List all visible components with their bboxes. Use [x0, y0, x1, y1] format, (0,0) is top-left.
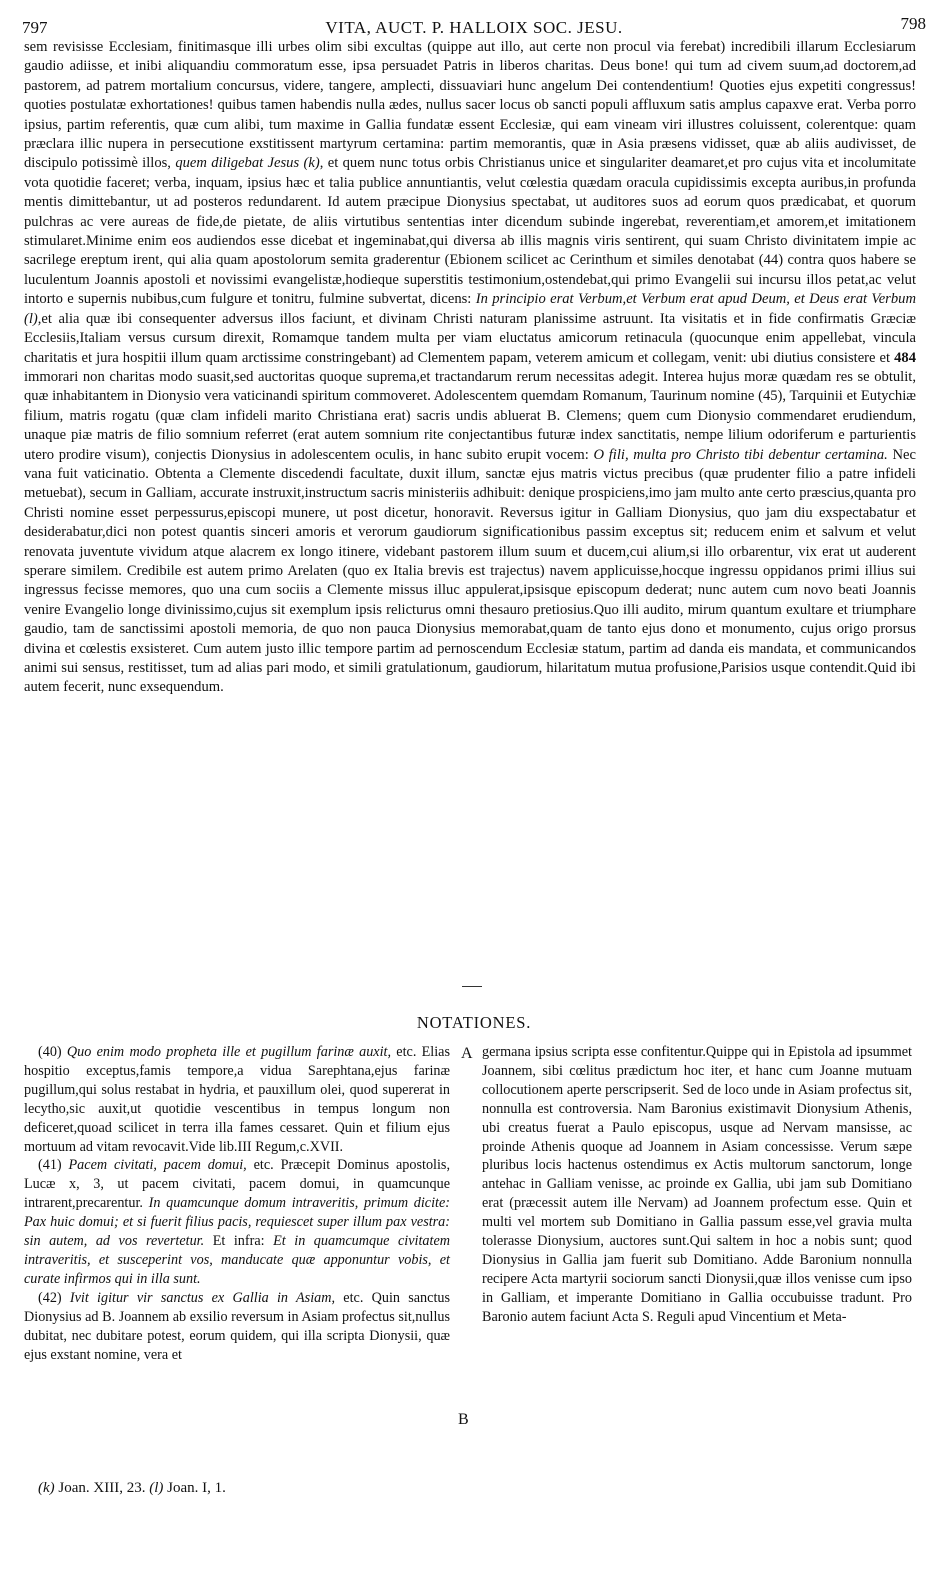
note-lemma: Quo enim modo propheta ille et pugillum farinæ auxit, [66, 1044, 392, 1060]
notes-heading: NOTATIONES. [416, 1013, 532, 1032]
footnotes [38, 1480, 226, 1497]
note-quote: Et in quamcumque civitatem intraveritis, et susceperint vos, manducate quæ apponuntur vobis, et curate infirmos qui in illa sunt. [24, 1233, 450, 1287]
page-number-right: 798 [900, 14, 926, 33]
note-42-continued: germana ipsius scripta esse confitentur.Quippe qui in Epistola ad ipsummet Joannem, sibi cœlitus prædictum hoc iter, et hanc cum Joanne mutuam collocutionem aperte perscripserit. Sed de loco unde in Asiam profectus sit, nonnulla est controversia. Nam Baronius existimavit Dionysium Athenis, ubi creatus fuerat a Paulo episcopus, usque ad Nervam mansisse, ac proinde Athenis quoque ad Joannem in Asiam concessisse. Verum sæpe pluribus locis hactenus ostendimus ex Actis multorum sanctorum, longe antehac in Galliam venisse, ac proinde ex Gallia, ubi jam sub Domitiano erat (præcessit autem ille Nervam) ad Joannem profectum esse. Quin et multi vel mortem sub Domitiano in Gallia passum esse,vel gravia multa tolerasse Dionysium, auctores sunt.Qui saltem in hoc a nobis sunt; quod Dionysius in Gallia jam fuerit sub Domitiano. Adde Baronium nonnulla recipere Acta martyrii sociorum sancti Dionysii,quæ illos venisse cum ipso in Galliam, et imperante Domitiano in Gallia occubuisse tradunt. Pro Baronio autem faciunt Acta S. Reguli apud Vincentium et Meta- [482, 1044, 912, 1325]
note-42 [24, 1289, 450, 1365]
footnote-ref-l: (l) [24, 310, 38, 327]
note-number: (42) [38, 1289, 62, 1306]
note-41 [24, 1156, 450, 1288]
footnote-l-marker: (l) [149, 1480, 164, 1496]
footnote-ref-k: (k) [303, 155, 320, 172]
column-number-marker: 484 [894, 349, 917, 366]
note-lemma: Pacem civitati, pacem domui, [68, 1157, 247, 1174]
note-text: etc. Elias hospitio exceptus,famis tempore,a vidua Sarephtana,ejus farinæ pugillum,qui solus restabat in hydria, et pauxillum olei, quod supererat in lecytho,sic auxit,ut quotidie vescentibus in tempus longum non deficeret,quoad scilicet in terra illa fames cessaret. Quin et filium ejus mortuum ad vitam revocavit.Vide lib.III Regum,c.XVII. [24, 1044, 450, 1155]
italic-quote: O fili, multa pro Christo tibi debentur certamina. [593, 446, 888, 463]
note-text: etc. Quin sanctus Dionysius ad B. Joannem ab exsilio reversum in Asiam profectus sit,nullus dubitat, nec dubitare potest, eorum quidem, qui illa scripta Dionysii, quæ ejus exstant nomine, vera et [24, 1289, 450, 1363]
italic-quote: quem diligebat Jesus [175, 155, 300, 172]
note-quote: In quamcunque domum intraveritis, primum dicite: Pax huic domui; et si fuerit filius pacis, requiescet super illum pax vestra: sin autem, ad vos revertetur. [24, 1195, 451, 1250]
notes-right-column [482, 1043, 912, 1327]
footnote-k-text: Joan. XIII, 23. [58, 1480, 146, 1496]
section-divider [462, 986, 482, 987]
column-marker-b: B [458, 1411, 469, 1428]
note-40 [24, 1043, 450, 1156]
text-run: immorari non charitas modo suasit,sed auctoritas quoque suprema,et tractandarum rerum necessitas adegit. Interea hujus moræ quædam res se obtulit, quæ inhabitantem in Dionysio vera vaticinandi spiritum commoveret. Adolescentem quemdam Romanum, Taurinum nomine (45), Tarquinii et Eutychiæ filium, matris rogatu (quæ clam infideli marito Christiana erat) sacris undis abluerat B. Clemens; quem cum Dionysio commendaret erudiendum, unaque piæ matris de filio somnium referret (erat autem somnium rite conjectantibus futuræ index sanctitatis, nempe lilium odoriferum e parturientis utero prodire visum), conjectis Dionysius in adolescentem oculis, in hanc subito erupit vocem: [24, 368, 916, 463]
text-run: sem revisisse Ecclesiam, finitimasque illi urbes olim sibi excultas (quippe aut illo, aut certe non procul via ferebat) incredibili illarum Ecclesiarum gaudio adiisse, et inibi aliquandiu commoratum esse, ipsa persuadet Patris in liberos charitas. Deus bone! qui tum ad civem suum,ad doctorem,ad pastorem, ad patrem mortalium concursus, videre, tangere, amplecti, dissuaviari hunc angelum Dei contendentium! Quoties ejus expetiti congressus! quoties postulatæ exhortationes! quibus tamen habendis nulla ædes, nullus sacer locus ob sancti populi affluxum satis amplus capaxve erat. Verba porro ipsius, partim referentis, quæ cum alibi, tum maxime in Gallia fundatæ essent Ecclesiæ, qui eam vineam viri illustres coluissent, colerentque: quam præclara illic nupera in persecutione exstitissent martyrum certamina: partim memorantis, quæ in Asia præsens vidisset, quæ ab aliis audivisset, de discipulo potissimè illos, [24, 39, 916, 172]
main-paragraph [24, 38, 916, 698]
footnote-l-text: Joan. I, 1. [167, 1480, 226, 1496]
text-run: , et quem nunc totus orbis Christianus unice et singulariter deamaret,et pro cujus vita et incolumitate vota quotidie faceret; verba, inquam, ipsius hæc et talia publice annuntiantis, velut cœlestia quædam oracula cupidissimis excepta auribus,in profunda mentis dimittebantur, ut ad posteros redundarent. Id autem præcipue Dionysius spectabat, ut auditores suos ad eorum quos prædicabat, et quorum pulchras ac vere aureas de fide,de pietate, de aliis virtutibus sententias inter dicendum subinde ingerebat, reverentiam,et amorem,et imitationem stimularet.Minime enim eos audiendos esse dicebat et ingeminabat,qui diversa ab illis magnis viris sentirent, qui suam Christo divinitatem impie ac sacrilege ereptum irent, qui alia quam apostolorum semita graderentur (Ebionem scilicet ac Cerinthum et similes denotabat (44) contra quos habere se luculentum Joannis apostoli et novissimi evangelistæ,hodieque superstitis testimonium,ostendebat,qui primo Evangelii sui incursu illos petat,ac velut intorto e supernis nubibus,cum fulgure et tonitru, fulmine subvertat, dicens: [24, 155, 916, 308]
note-lemma: Ivit igitur vir sanctus ex Gallia in Asiam, [69, 1289, 336, 1306]
text-run: Nec vana fuit vaticinatio. Obtenta a Clemente discedendi facultate, duxit illum, sanctæ ejus matris victus precibus (quæ prudenter filio a patre infideli metuebat), secum in Galliam, accurate instruxit,instructum sacris ministeriis adhibuit: denique prospiciens,imo jam multo ante certo præscius,quanta pro Christi nomine esset perpessurus,episcopi munere, ut post dicetur, honoravit. Reversus igitur in Galliam Dionysius, quo jam diu exspectabatur et desiderabatur,dici non potest quantis sinceri amoris et verorum gaudiorum significationibus passim exceptus sit; reducem enim et salvum et velut renovata juventute vividum atque alacrem ex longo itinere, videbant pastorem illum suum et ducem,cui alium,si illo orbarentur, vix erat ut auderent sperare similem. Credibile est autem primo Arelaten (quo ex Italia brevis est trajectus) navem applicuisse,hocque ingressu oppidanos primi illius sui ingressus fecisse memores, quo una cum sociis a Clemente missus illuc appulerat,ipsisque episcopum dederat; nunc autem cum novo beati Joannis venire Evangelio longe divinissimo,cujus sit exemplum ipsis relicturus omni thesauro pretiosius.Quo illi audito, mirum quantum exultare et triumphare gaudio, tam de sanctissimi apostoli memoria, de quo non pauca Dionysius memorabat,quam de tanto ejus dono et monumento, cujus origo prorsus divina et cœlestis exsisteret. Cum autem justo illic tempore partim ad pernoscendum Ecclesiæ statum, partim ad danda eis mandata, et communicandos animi sui sensus, restitisset, tum ad alias pari modo, et simili gratulationum, gaudiorum, hilaritatum mutua profusione,Parisios usque contendit.Quid ibi autem fecerit, nunc exsequendum. [24, 446, 917, 696]
italic-quote: In principio erat Verbum,et Verbum erat apud Deum, et Deus erat Verbum [475, 291, 916, 308]
text-run: ,et alia quæ ibi consequenter adversus illos faciunt, et divinam Christi naturam planissime astruunt. Ita visitatis et in fide confirmatis Græciæ Ecclesiis,Italiam versus cursum direxit, Romamque tandem multa per viam eluctatus amicorum retinacula (quocunque enim appellebat, vincula charitatis et jura hospitii illum quam arctissime constringebant) ad Clementem papam, veterem amicum et collegam, venit: ubi diutius consistere et [24, 310, 916, 366]
footnote-k-marker: (k) [38, 1480, 55, 1496]
page-header [22, 8, 926, 38]
running-title: VITA, AUCT. P. HALLOIX SOC. JESU. [325, 18, 623, 37]
note-text: etc. Præcepit Dominus apostolis, Lucæ x, 3, ut pacem civitati, pacem domui, in quamcunque intrarent,precarentur. [24, 1157, 450, 1212]
note-text: Et infra: [212, 1233, 265, 1250]
note-number: (41) [38, 1157, 62, 1174]
main-text [24, 38, 916, 698]
page-number-left: 797 [22, 18, 48, 37]
note-number: (40) [38, 1044, 62, 1060]
notes-left-column [24, 1043, 450, 1364]
column-marker-a: A [461, 1045, 473, 1062]
